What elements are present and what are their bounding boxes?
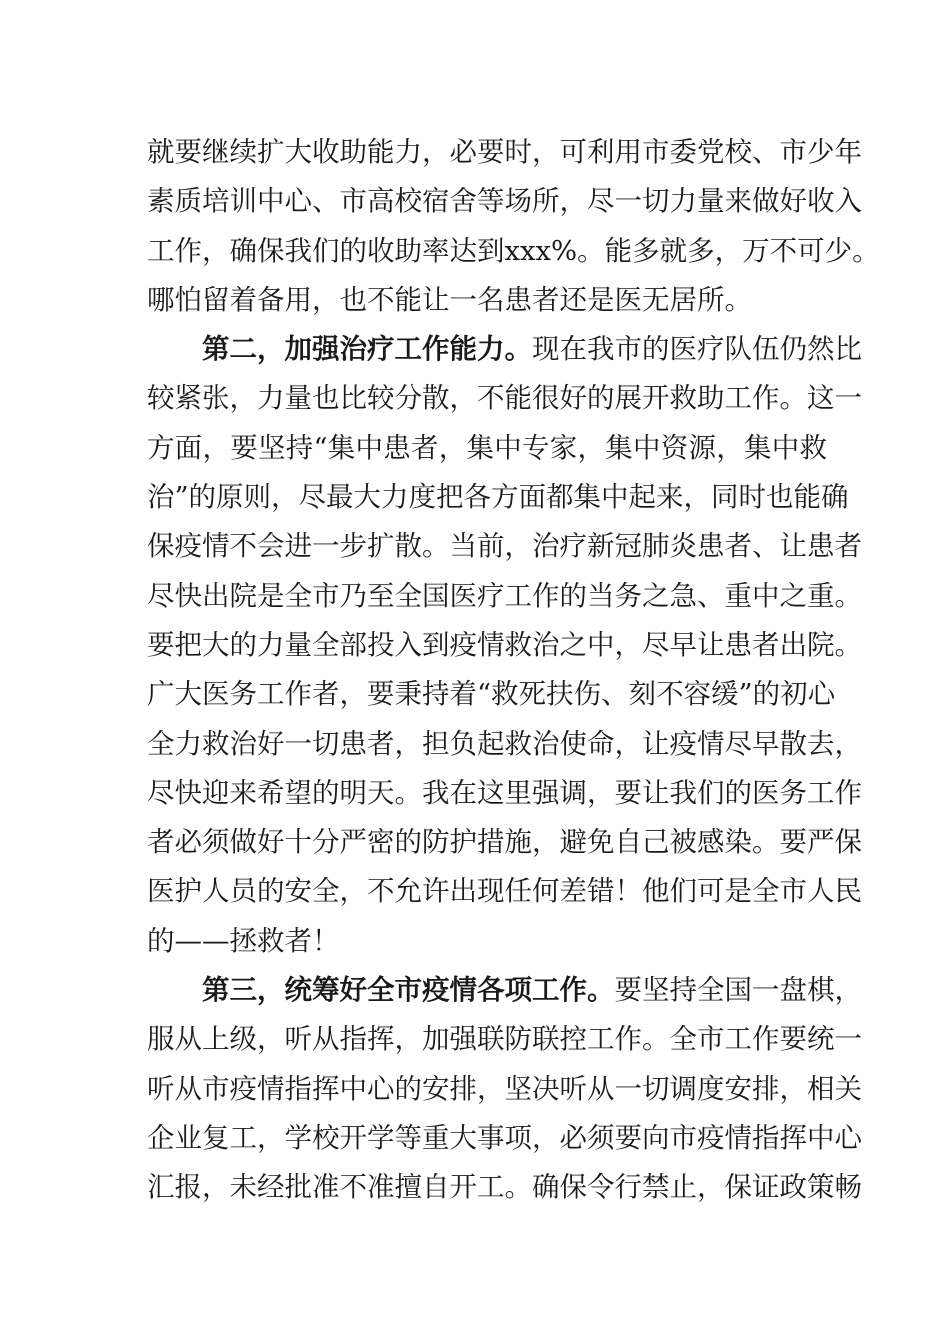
- text-line: 尽快迎来希望的明天。我在这里强调，要让我们的医务工作: [147, 776, 862, 809]
- text-line: 企业复工，学校开学等重大事项，必须要向市疫情指挥中心: [147, 1121, 862, 1154]
- text-line: [147, 966, 862, 1015]
- text-line: 治”的原则，尽最大力度把各方面都集中起来，同时也能确: [147, 481, 849, 514]
- text-line: 工作，确保我们的收助率达到xxx%。能多就多，万不可少。: [147, 234, 880, 267]
- text-line: 要把大的力量全部投入到疫情救治之中，尽早让患者出院。: [147, 628, 862, 661]
- text-line: 的——拯救者！: [147, 924, 340, 957]
- text-line: 哪怕留着备用，也不能让一名患者还是医无居所。: [147, 283, 752, 316]
- text-line: [147, 325, 862, 374]
- paragraph-heading: 第三，统筹好全市疫情各项工作。: [202, 974, 615, 1007]
- text-line: 服从上级，听从指挥，加强联防联控工作。全市工作要统一: [147, 1023, 862, 1056]
- document-body: [147, 128, 880, 1213]
- text-line: 者必须做好十分严密的防护措施，避免自己被感染。要严保: [147, 826, 862, 859]
- text-segment: 现在我市的医疗队伍仍然比: [532, 333, 862, 366]
- text-segment: 要坚持全国一盘棋，: [614, 974, 862, 1007]
- text-line: 较紧张，力量也比较分散，不能很好的展开救助工作。这一: [147, 382, 862, 415]
- text-line: 方面，要坚持“集中患者，集中专家，集中资源，集中救: [147, 431, 827, 464]
- paragraph-1: [147, 128, 880, 325]
- text-line: 汇报，未经批准不准擅自开工。确保令行禁止，保证政策畅: [147, 1171, 862, 1204]
- text-line: 保疫情不会进一步扩散。当前，治疗新冠肺炎患者、让患者: [147, 530, 862, 563]
- text-line: 素质培训中心、市高校宿舍等场所，尽一切力量来做好收入: [147, 185, 862, 218]
- paragraph-2: [147, 325, 862, 966]
- text-line: 全力救治好一切患者，担负起救治使命，让疫情尽早散去，: [147, 727, 862, 760]
- text-line: 广大医务工作者，要秉持着“救死扶伤、刻不容缓”的初心: [147, 678, 836, 711]
- text-line: 就要继续扩大收助能力，必要时，可利用市委党校、市少年: [147, 136, 862, 168]
- paragraph-heading: 第二，加强治疗工作能力。: [202, 333, 532, 366]
- paragraph-3: [147, 966, 862, 1212]
- text-line: 听从市疫情指挥中心的安排，坚决听从一切调度安排，相关: [147, 1072, 862, 1105]
- text-line: 尽快出院是全市乃至全国医疗工作的当务之急、重中之重。: [147, 579, 862, 612]
- text-line: 医护人员的安全，不允许出现任何差错！他们可是全市人民: [147, 875, 862, 908]
